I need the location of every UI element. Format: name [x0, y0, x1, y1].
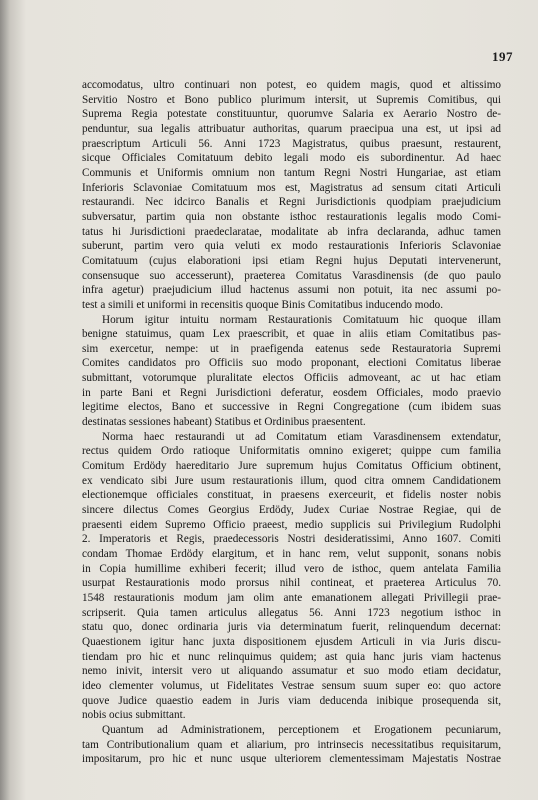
text-line: Comitum Erdödy haereditario Jure supremum hujus Comitatus Officium obtinent, — [82, 460, 501, 473]
text-line: tam Contributionalium quam et aliarium, pro intrinsecis necessitatibus requisitarum, — [82, 738, 501, 751]
text-line: usurpat Restaurationis modo prorsus nihil contineat, et praeterea Articulus 70. — [82, 577, 501, 590]
text-line: impositarum, pro hic et nunc usque ulteriorem clementessimam Majestatis Nostrae — [82, 753, 501, 766]
text-line: Communis et Uniformis omnium non tantum Regni Nostri Hungariae, ast etiam — [82, 166, 501, 179]
text-line: sincere dilectus Comes Georgius Erdödy, Judex Curiae Nostrae Regiae, qui de — [82, 504, 501, 517]
text-line: subversatur, partim quia non obstante isthoc restaurationis legalis modo Comi- — [82, 210, 501, 223]
text-line: quove Judice quaestio eadem in Juris viam deducenda inibique prosequenda sit, — [82, 694, 501, 707]
text-line: suberunt, partim vero quia veluti ex modo restaurationis Inferioris Sclavoniae — [82, 240, 501, 253]
text-line: sim exercetur, nempe: ut in praefigenda eatenus sede Restauratoria Supremi — [82, 342, 501, 355]
text-line: ex vendicato sibi Jure usum restaurationis illum, quod citra omnem Candidationem — [82, 474, 501, 487]
text-line: in parte Bani et Regni Jurisdictioni deferatur, eosdem Officiales, modo praevio — [82, 386, 501, 399]
text-line: ideo clementer volumus, ut Fidelitates Vestrae sensum suum super eo: quo actore — [82, 679, 501, 692]
text-line: Horum igitur intuitu normam Restaurationis Comitatuum hic quoque illam — [102, 313, 501, 326]
text-line: penduntur, sua legalis attribuatur authoritas, quarum praecipua una est, ut ipsi ad — [82, 122, 501, 135]
text-line: legitime electos, Bano et successive in Regni Congregatione (cum ibidem suas — [82, 401, 501, 414]
text-line: restaurandi. Nec idcirco Banalis et Regni Jurisdictionis quodpiam praejudicium — [82, 196, 501, 209]
body-text — [82, 78, 501, 767]
text-line: Norma haec restaurandi ut ad Comitatum etiam Varasdinensem extendatur, — [102, 430, 501, 443]
text-line: tiendam pro hic et nunc relinquimus quidem; ast quia hanc juris viam hactenus — [82, 650, 501, 663]
text-line: destinatas sessiones habeant) Statibus et Ordinibus praesentent. — [82, 416, 366, 429]
text-line: consensuque suo accesserunt), praeterea Comitatus Varasdinensis (de quo paulo — [82, 269, 501, 282]
text-line: nobis ocius submittant. — [82, 709, 186, 722]
text-line: benigne statuimus, quam Lex praescribit, et quae in aliis etiam Comitatibus pas- — [82, 328, 501, 341]
text-line: in Copia humillime exhiberi fecerit; illud vero de isthoc, quem antelata Familia — [82, 562, 501, 575]
text-line: Suprema Regia potestate constituuntur, quorumve Salaria ex Aerario Nostro de- — [82, 108, 501, 121]
text-line: rectus quidem Ordo ratioque Uniformitatis omnino exigeret; quippe cum familia — [82, 445, 501, 458]
text-line: nemo inivit, intersit vero ut aliquando assumatur et suo modo etiam decidatur, — [82, 665, 501, 678]
text-line: test a simili et uniformi in recensitis quoque Binis Comitatibus inducendo modo. — [82, 298, 444, 311]
text-line: Quaestionem igitur hanc juxta dispositionem ejusdem Articuli in via Juris discu- — [82, 635, 501, 648]
text-line: 2. Imperatoris et Regis, praedecessoris Nostri desideratissimi, Anno 1607. Comiti — [82, 533, 501, 546]
text-line: Comites candidatos pro Officiis suo modo proponant, electioni Comitatus liberae — [82, 357, 501, 370]
text-line: sicque Officiales Comitatuum debito legali modo eis subordinentur. Ad haec — [82, 152, 501, 165]
text-line: praesenti eidem Supremo Officio praeest, medio supplicis sui Privilegium Rudolphi — [82, 518, 501, 531]
page-number: 197 — [492, 49, 513, 64]
text-line: electionemque officiales constituat, in praesens exerceurit, et fidelis noster nobis — [82, 489, 501, 502]
text-line: 1548 restaurationis modum jam olim ante emanationem allegati Privillegii prae- — [82, 591, 501, 604]
text-line: scripserit. Quia tamen articulus allegatus 56. Anni 1723 negotium isthoc in — [82, 606, 501, 619]
text-line: tatus hi Jurisdictioni praedeclaratae, modalitate ab infra declaranda, adhuc tamen — [82, 225, 501, 238]
text-line: infra agetur) praejudicium illud hactenus assumi non potuit, ita nec assumi po- — [82, 284, 501, 297]
text-line: accomodatus, ultro continuari non potest, eo quidem magis, quod et altissimo — [82, 79, 501, 91]
text-line: statu quo, donec ordinaria juris via determinatum fuerit, relinquendum decernat: — [82, 621, 501, 634]
text-line: condam Thomae Erdödy elargitum, et in hanc rem, velut supponit, sonans nobis — [82, 548, 501, 560]
text-line: submittant, votorumque pluralitate electos Officiis admoveant, ac ut hac etiam — [82, 372, 501, 385]
text-line: Comitatuum (cujus elaborationi ipsi etiam Regni hujus Deputati intervenerunt, — [82, 254, 501, 267]
text-line: Inferioris Sclavoniae Comitatuum mos est, Magistratus ad sensum citati Articuli — [82, 181, 501, 194]
text-line: Quantum ad Administrationem, perceptionem et Erogationem pecuniarum, — [102, 723, 501, 736]
text-line: praescriptum Articuli 56. Anni 1723 Magistratus, quibus praesunt, restaurent, — [82, 137, 501, 150]
text-line: Servitio Nostro et Bono publico plurimum intersit, ut Supremis Comitibus, qui — [82, 93, 501, 106]
